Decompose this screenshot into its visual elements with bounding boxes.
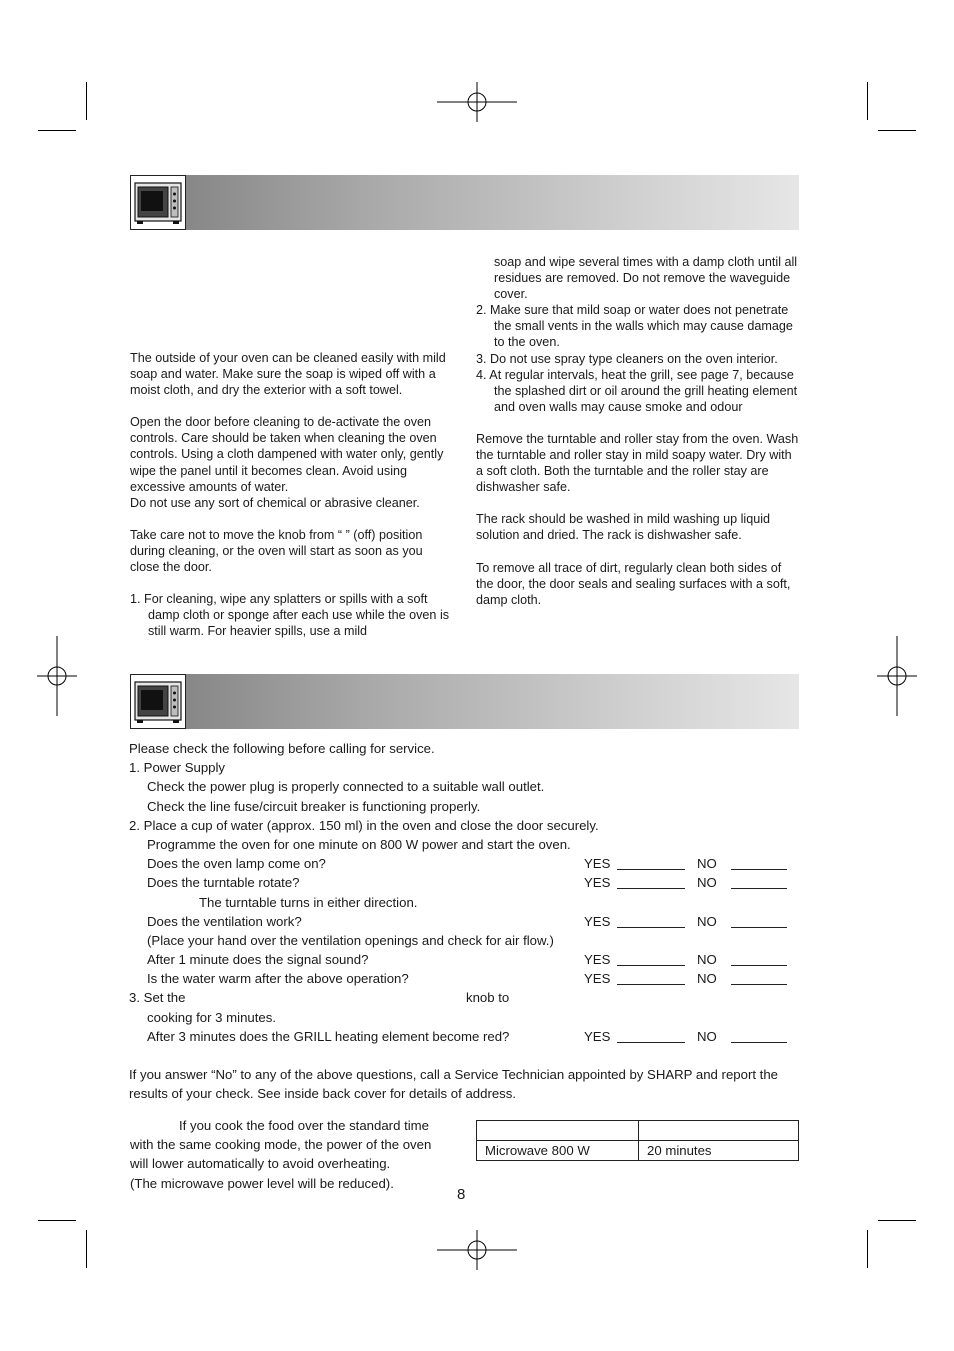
service-check-list (129, 739, 809, 1104)
note-line: will lower automatically to avoid overheating. (130, 1156, 391, 1172)
yes-label: YES (584, 875, 611, 891)
crop-mark (86, 1230, 87, 1268)
paragraph: To remove all trace of dirt, regularly clean both sides of the door, the door seals and sealing surfaces with a soft, damp cloth. (476, 560, 791, 607)
crop-mark (878, 1220, 916, 1221)
no-answer-line[interactable] (731, 984, 787, 985)
crop-mark (86, 82, 87, 120)
crop-mark (878, 130, 916, 131)
microwave-icon (130, 674, 186, 729)
yes-answer-line[interactable] (617, 869, 685, 870)
step-text: 3. Set the (129, 990, 186, 1006)
note-line: If you cook the food over the standard time (179, 1118, 429, 1133)
list-item: 1. For cleaning, wipe any splatters or spills with a soft damp cloth or sponge after each use while the oven is still warm. For heavier spills, use a mild (130, 592, 450, 639)
overheat-note (130, 1116, 460, 1193)
check-step: cooking for 3 minutes. (147, 1009, 277, 1025)
paragraph: Take care not to move the knob from “ ” (off) position during cleaning, or the oven will start as soon as you close the door. (130, 527, 423, 575)
paragraph: Open the door before cleaning to de-activate the oven controls. Care should be taken when cleaning the oven controls. Using a cloth dampened with water only, gently wipe the panel until it becomes clean. Avoid using excessive amounts of water. (130, 415, 444, 494)
paragraph: Remove the turntable and roller stay from the oven. Wash the turntable and roller stay in mild soapy water. Dry with a soft cloth. Both the turntable and the roller stay are dishwasher safe. (476, 431, 799, 495)
no-label: NO (697, 952, 717, 968)
note-line: (The microwave power level will be reduced). (130, 1175, 394, 1191)
paragraph: The outside of your oven can be cleaned easily with mild soap and water. Make sure the soap is wiped off with a moist cloth, and dry the exterior with a soft towel. (130, 351, 446, 398)
yes-label: YES (584, 1028, 611, 1044)
microwave-icon (130, 175, 186, 230)
registration-mark-bottom (437, 1230, 517, 1270)
check-question-row (129, 854, 809, 873)
check-step: Check the power plug is properly connected to a suitable wall outlet. (147, 779, 545, 795)
check-step: Check the line fuse/circuit breaker is functioning properly. (147, 798, 481, 814)
table-header-row (477, 1121, 799, 1141)
yes-answer-line[interactable] (617, 888, 685, 889)
crop-mark (867, 82, 868, 120)
check-question-row (129, 912, 809, 931)
no-answer-line[interactable] (731, 888, 787, 889)
yes-answer-line[interactable] (617, 984, 685, 985)
care-left-column (130, 350, 455, 639)
check-note: (Place your hand over the ventilation openings and check for air flow.) (147, 932, 554, 948)
list-item: 4. At regular intervals, heat the grill, see page 7, because the splashed dirt or oil around the grill heating element and oven walls may cause smoke and odour (476, 367, 798, 414)
care-section-header (130, 175, 799, 230)
no-answer-line[interactable] (731, 1042, 787, 1043)
table-cell-time: 20 minutes (639, 1141, 799, 1161)
registration-mark-top (437, 82, 517, 122)
question: Is the water warm after the above operation? (147, 971, 409, 987)
question: After 1 minute does the signal sound? (147, 952, 369, 968)
yes-answer-line[interactable] (617, 927, 685, 928)
registration-mark-right (877, 636, 917, 716)
yes-answer-line[interactable] (617, 1042, 685, 1043)
question: Does the turntable rotate? (147, 875, 300, 891)
standard-time-table (476, 1120, 799, 1161)
check-question-row (129, 1027, 809, 1046)
no-answer-line[interactable] (731, 965, 787, 966)
paragraph: The rack should be washed in mild washing up liquid solution and dried. The rack is dishwasher safe. (476, 512, 771, 543)
check-note: The turntable turns in either direction. (199, 894, 418, 910)
list-item: 3. Do not use spray type cleaners on the oven interior. (476, 351, 778, 366)
no-label: NO (697, 875, 717, 891)
note-line: with the same cooking mode, the power of the oven (130, 1137, 432, 1153)
question: Does the oven lamp come on? (147, 856, 326, 872)
crop-mark (38, 1220, 76, 1221)
answer-text: results of your check. See inside back cover for details of address. (129, 1086, 517, 1102)
table-header-cell (477, 1121, 639, 1141)
care-right-column (476, 254, 802, 608)
answer-text: If you answer “No” to any of the above questions, call a Service Technician appointed by SHARP and report the (129, 1067, 779, 1083)
check-question-row (129, 950, 809, 969)
yes-label: YES (584, 913, 611, 929)
paragraph: Do not use any sort of chemical or abrasive cleaner. (130, 495, 420, 510)
no-answer-line[interactable] (731, 869, 787, 870)
check-intro: Please check the following before calling for service. (129, 741, 435, 756)
check-question-row (129, 969, 809, 988)
check-question-row (129, 873, 809, 892)
registration-mark-left (37, 636, 77, 716)
paragraph: soap and wipe several times with a damp cloth until all residues are removed. Do not remove the waveguide cover. (494, 255, 798, 302)
table-cell-mode: Microwave 800 W (477, 1141, 639, 1161)
check-step: 1. Power Supply (129, 760, 226, 776)
no-label: NO (697, 856, 717, 872)
table-header-cell (639, 1121, 799, 1141)
yes-label: YES (584, 952, 611, 968)
yes-answer-line[interactable] (617, 965, 685, 966)
crop-mark (38, 130, 76, 131)
check-step: 2. Place a cup of water (approx. 150 ml) in the oven and close the door securely. (129, 817, 599, 833)
list-item: 2. Make sure that mild soap or water does not penetrate the small vents in the walls which may cause damage to the oven. (476, 303, 793, 350)
yes-label: YES (584, 971, 611, 987)
crop-mark (867, 1230, 868, 1268)
no-label: NO (697, 1028, 717, 1044)
table-row (477, 1141, 799, 1161)
check-step (129, 988, 809, 1007)
step-text: knob to (466, 990, 510, 1006)
question: Does the ventilation work? (147, 913, 302, 929)
page-number: 8 (457, 1186, 466, 1203)
check-step: Programme the oven for one minute on 800 W power and start the oven. (147, 836, 571, 852)
yes-label: YES (584, 856, 611, 872)
service-section-header (130, 674, 799, 729)
no-label: NO (697, 913, 717, 929)
question: After 3 minutes does the GRILL heating element become red? (147, 1028, 510, 1044)
no-answer-line[interactable] (731, 927, 787, 928)
no-label: NO (697, 971, 717, 987)
